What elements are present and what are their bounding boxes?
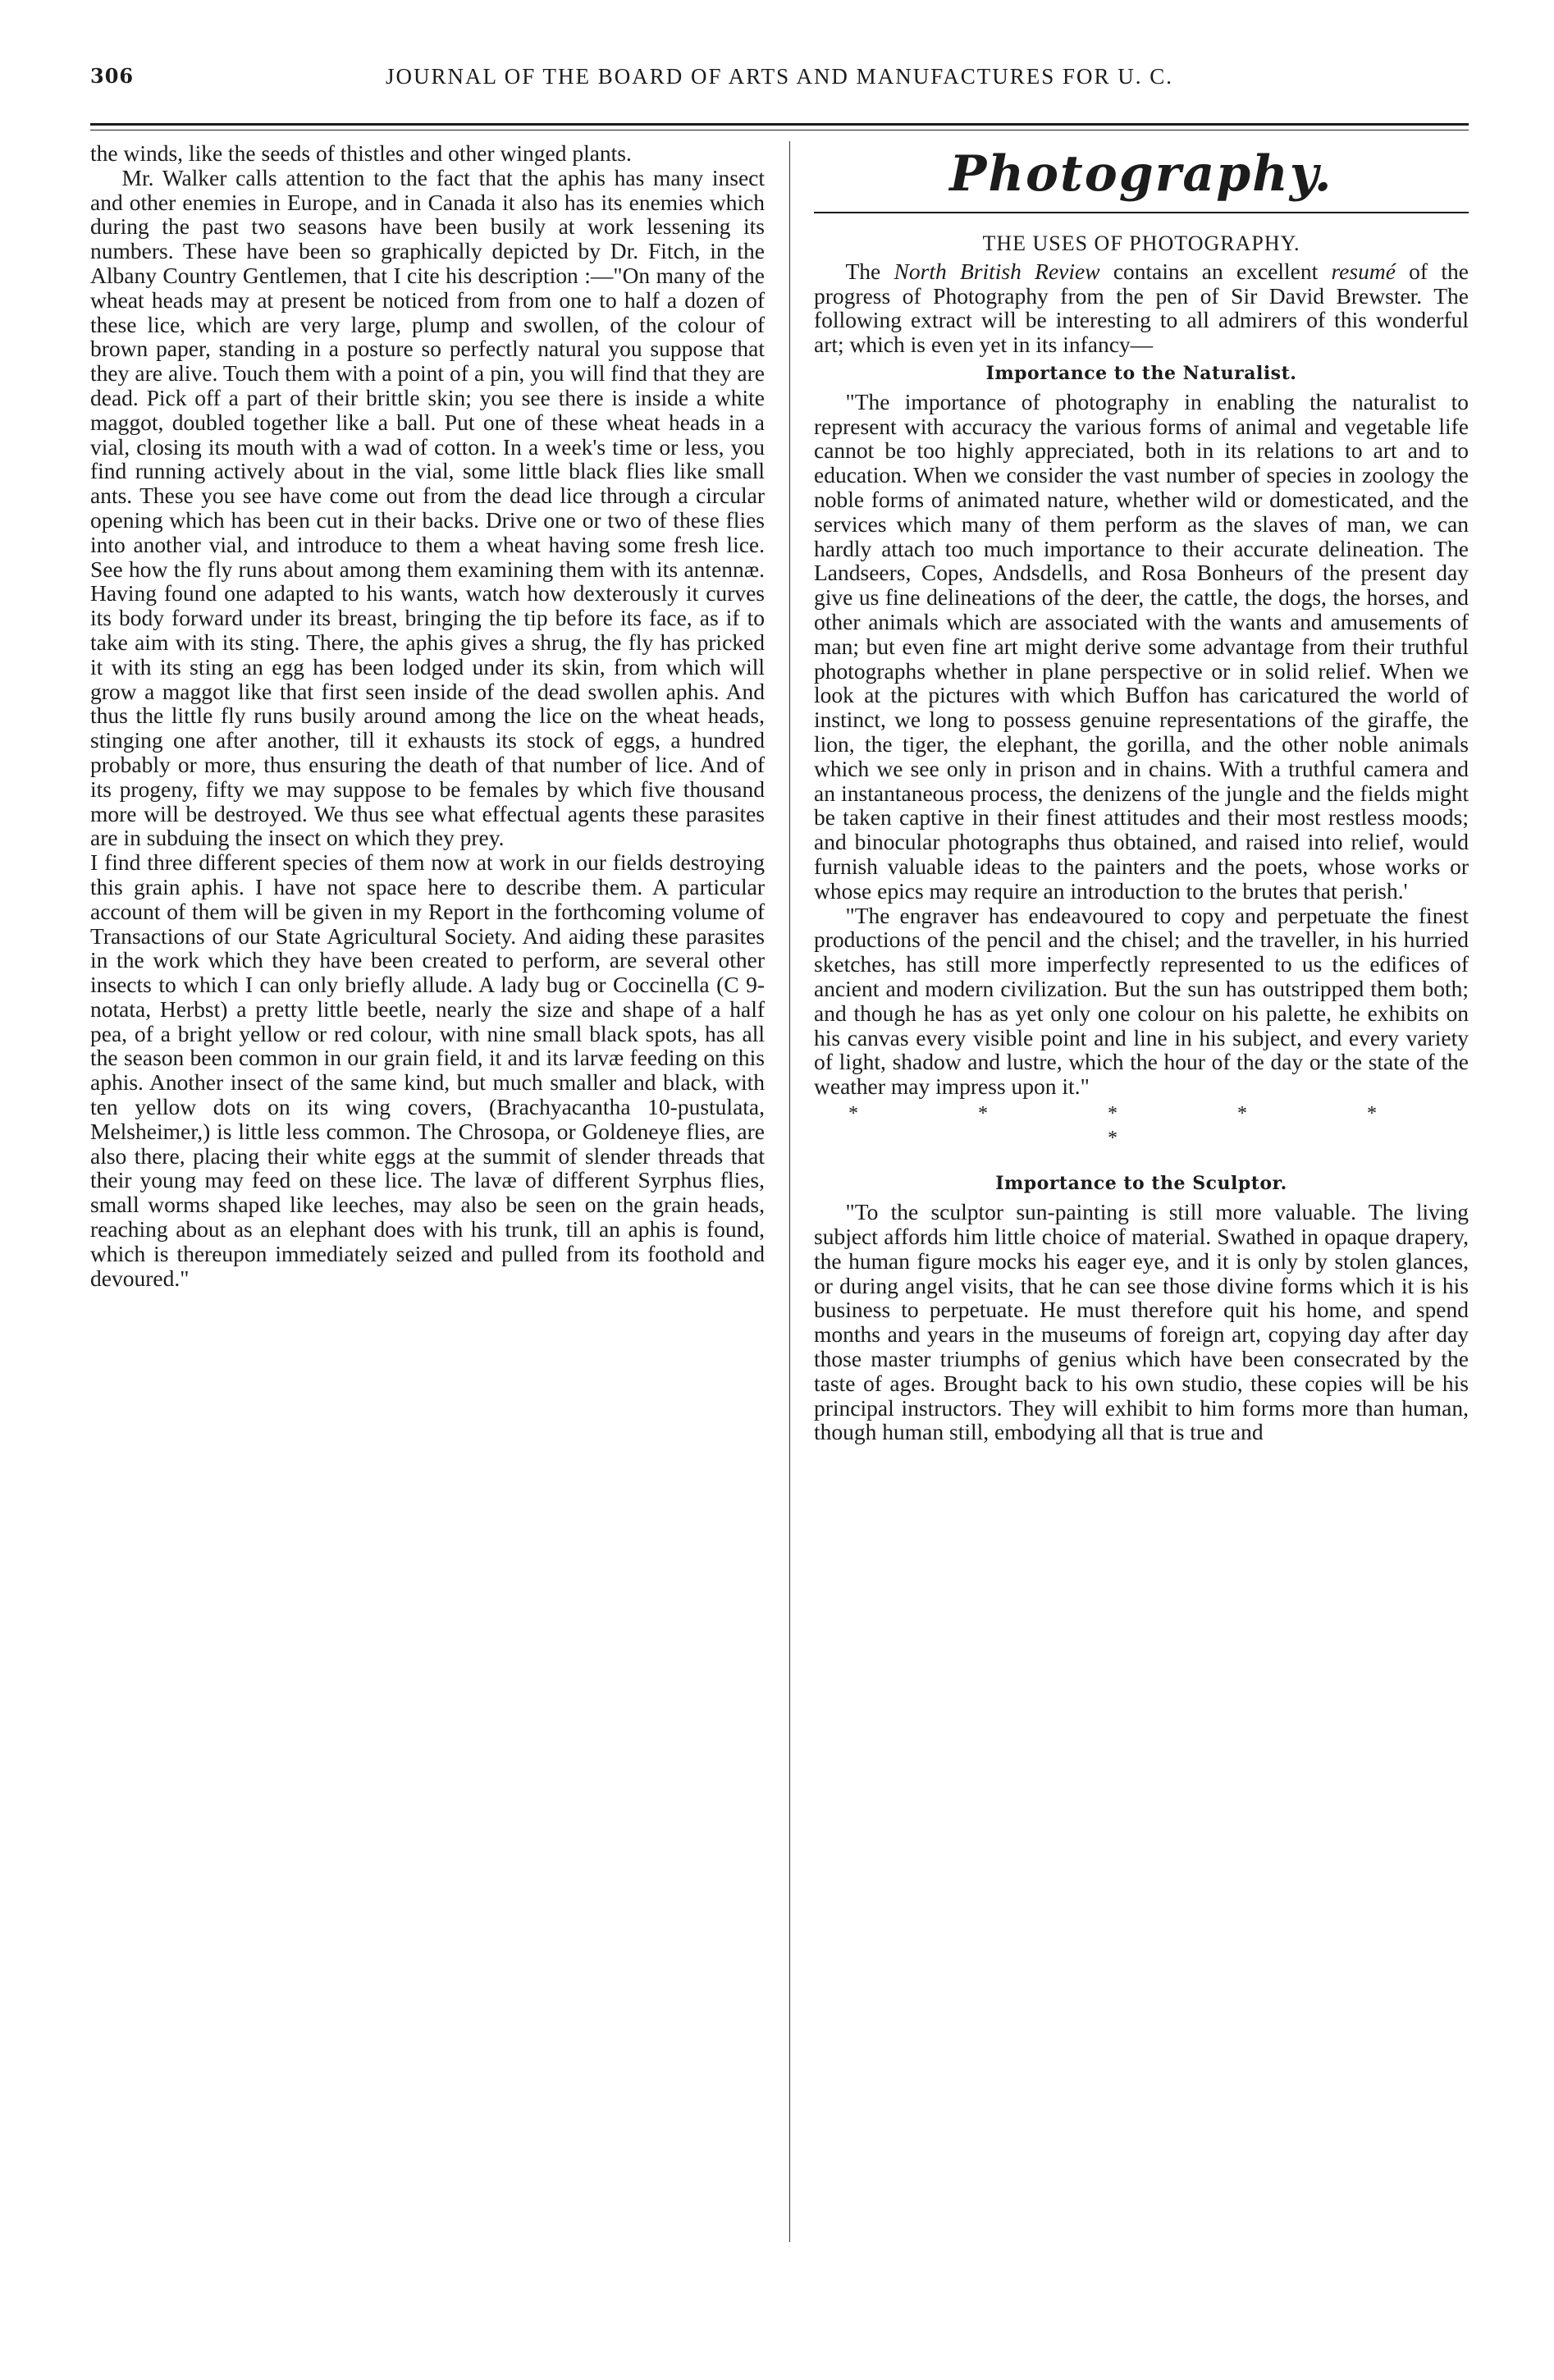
- header-rule-thick: [90, 123, 1469, 126]
- paragraph: Mr. Walker calls attention to the fact that the aphis has many insect and other enemies in Europe, and in Canada it also has its enemies which during the past two seasons have been busily at work lessening its numbers. These have been so graphically depicted by Dr. Fitch, in the Albany Country Gentlemen, that I cite his description :—"On many of the wheat heads may at present be noticed from from one to half a dozen of these lice, which are very large, plump and swollen, of the colour of brown paper, standing in a posture so perfectly natural you suppose that they are alive. Touch them with a point of a pin, you will find that they are dead. Pick off a part of their brittle skin; you see there is inside a white maggot, doubled together like a ball. Put one of these wheat heads in a vial, closing its mouth with a wad of cotton. In a week's time or less, you find running actively about in the vial, some little black flies like small ants. These you see have come out from the dead lice through a circular opening which has been cut in their backs. Drive one or two of these flies into another vial, and introduce to them a wheat having some fresh lice. See how the fly runs about among them examining them with its antennæ. Having found one adapted to his wants, watch how dexterously it curves its body forward under its breast, bringing the tip before its face, as if to take aim with its sting. There, the aphis gives a shrug, the fly has pricked it with its sting an egg has been lodged under its skin, from which will grow a maggot like that first seen inside of the dead swollen aphis. And thus the little fly runs busily around among the lice on the wheat heads, stinging one after another, till it exhausts its stock of eggs, a hundred probably or more, thus ensuring the death of that number of lice. And of its progeny, fifty we may suppose to be females by which five thousand more will be destroyed. We thus see what effectual agents these parasites are in subduing the insect on which they prey.: [90, 164, 765, 851]
- paragraph: the winds, like the seeds of thistles and other winged plants.: [90, 140, 632, 166]
- section-rule: [814, 212, 1469, 213]
- paragraph: "The engraver has endeavoured to copy and perpetuate the finest productions of the pencil and the chisel; and the traveller, in his hurried sketches, has still more imperfectly represented to us the edifices of ancient and modern civilization. But the sun has outstripped them both; and though he has as yet only one colour on his palette, he exhibits on his canvas every visible point and line in his subject, and every variety of light, shadow and lustre, which the hour of the day or the state of the weather may impress upon it.": [814, 902, 1469, 1100]
- right-column: [814, 141, 1469, 1444]
- italic-word: resumé: [1331, 258, 1396, 284]
- column-divider: [789, 141, 790, 2242]
- section-title: Photography.: [949, 145, 1333, 203]
- journal-title: JOURNAL OF THE BOARD OF ARTS AND MANUFACTURES FOR U. C.: [385, 64, 1173, 89]
- left-column: [90, 141, 765, 1290]
- paragraph: "The importance of photography in enabling the naturalist to represent with accuracy the various forms of animal and vegetable life cannot be too highly appreciated, both in its relations to art and to education. When we consider the vast number of species in zoology the noble forms of animated nature, whether wild or domesticated, and the services which many of them perform as the slaves of man, we can hardly attach too much importance to their accurate delineation. The Landseers, Copes, Andsdells, and Rosa Bonheurs of the present day give us fine delineations of the deer, the cattle, the dogs, the horses, and other animals which are associated with the wants and amusements of man; but even fine art might derive some advantage from their truthful photographs whether in plane perspective or in solid relief. When we look at the pictures with which Buffon has caricatured the world of instinct, we long to possess genuine representations of the giraffe, the lion, the tiger, the elephant, the gorilla, and the other noble animals which we see only in prison and in chains. With a truthful camera and an instantaneous process, the denizens of the jungle and the fields might be taken captive in their finest attitudes and their most restless moods; and binocular photographs thus obtained, and raised into relief, would furnish valuable ideas to the painters and the poets, whose works or whose epics may require an introduction to the brutes that perish.': [814, 388, 1469, 904]
- italic-title: North British Review: [894, 258, 1100, 284]
- intro-paragraph: The North British Review contains an excellent resumé of the progress of Photography from the pen of Sir David Brewster. The following extract will be interesting to all admirers of this wonderful art; which is even yet in its infancy—: [814, 258, 1469, 358]
- page-number: 306: [90, 64, 135, 88]
- article-title: THE USES OF PHOTOGRAPHY.: [982, 231, 1300, 255]
- paragraph: "To the sculptor sun-painting is still more valuable. The living subject affords him little choice of material. Swathed in opaque drapery, the human figure mocks his eager eye, and it is only by stolen glances, or during angel visits, that he can see those divine forms which it is his business to perpetuate. He must therefore quit his home, and spend months and years in the museums of foreign art, copying day after day those master triumphs of genius which have been consecrated by the taste of ages. Brought back to his own studio, these copies will be his principal instructors. They will exhibit to him forms more than human, though human still, embodying all that is true and: [814, 1199, 1469, 1445]
- subheading-naturalist: Importance to the Naturalist.: [985, 362, 1297, 384]
- subheading-sculptor: Importance to the Sculptor.: [995, 1173, 1287, 1195]
- section-break-stars: * * * * * *: [848, 1102, 1434, 1149]
- page-header: [90, 59, 1469, 100]
- paragraph: I find three different species of them now at work in our fields destroying this grain aphis. I have not space here to describe them. A particular account of them will be given in my Report in the forthcoming volume of Transactions of our State Agricultural Society. And aiding these parasites in the work which they have been created to perform, are several other insects to which I can only briefly allude. A lady bug or Coccinella (C 9-notata, Herbst) a pretty little beetle, nearly the size and shape of a half pea, of a bright yellow or red colour, with nine small black spots, has all the season been common in our grain field, it and its larvæ feeding on this aphis. Another insect of the same kind, but much smaller and black, with ten yellow dots on its wing covers, (Brachyacantha 10-pustulata, Melsheimer,) is little less common. The Chrosopa, or Goldeneye flies, are also there, placing their white eggs at the summit of slender threads that their young may feed on these lice. The lavæ of different Syrphus flies, small worms shaped like leeches, may also be seen on the grain heads, reaching about as an elephant does with his trunk, till an aphis is found, which is thereupon immediately seized and pulled from its foothold and devoured.": [90, 849, 765, 1291]
